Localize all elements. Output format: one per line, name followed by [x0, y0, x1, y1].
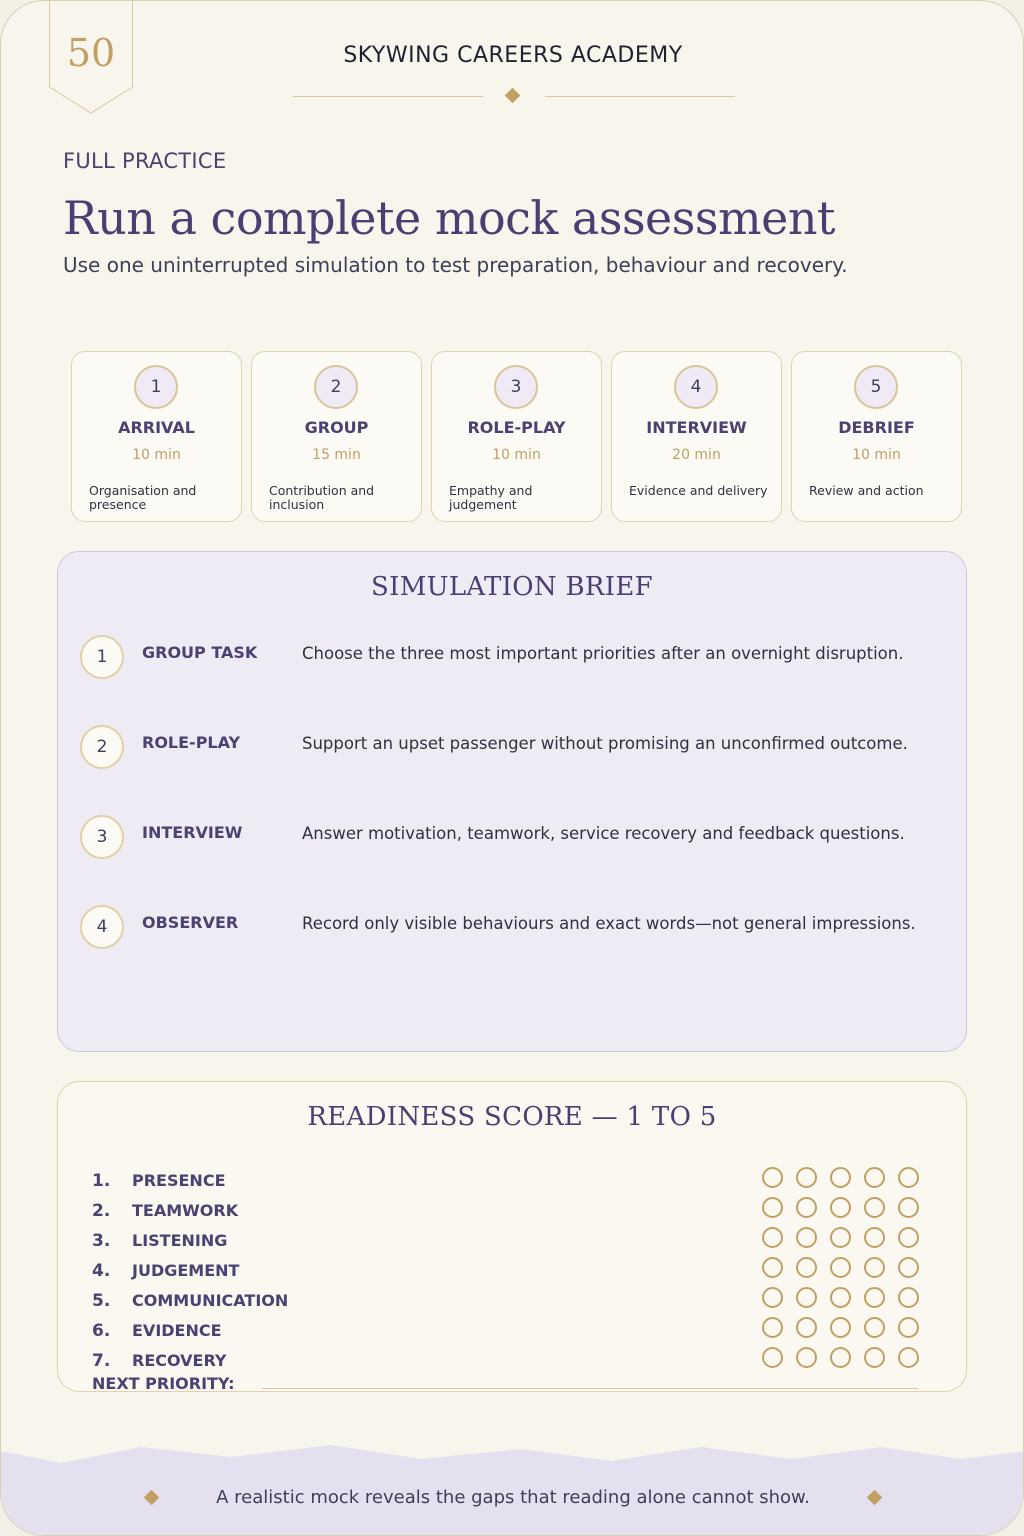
- page-number: 50: [66, 31, 116, 75]
- brief-item: [58, 725, 966, 771]
- score-bubble-1[interactable]: [762, 1197, 783, 1218]
- stage-name: ROLE-PLAY: [467, 418, 566, 437]
- score-label: PRESENCE: [132, 1171, 226, 1190]
- stage-description: Contribution and inclusion: [269, 483, 375, 512]
- page-subtitle: Use one uninterrupted simulation to test preparation, behaviour and recovery.: [63, 253, 848, 277]
- score-bubble-2[interactable]: [796, 1317, 817, 1338]
- brief-item: [58, 635, 966, 681]
- stage-duration: 20 min: [672, 447, 721, 463]
- brief-item-label: ROLE-PLAY: [142, 733, 241, 752]
- readiness-score-title: READINESS SCORE — 1 TO 5: [307, 1102, 717, 1132]
- brief-item: [58, 815, 966, 861]
- brief-item-number: 1: [80, 635, 124, 679]
- simulation-brief-panel: [57, 551, 967, 1052]
- simulation-brief-title: SIMULATION BRIEF: [371, 572, 653, 602]
- header-rule-right: [545, 96, 735, 97]
- section-eyebrow: FULL PRACTICE: [63, 149, 227, 173]
- stage-timeline: [71, 351, 963, 522]
- brief-item-text: Choose the three most important priorities after an overnight disruption.: [302, 644, 904, 663]
- score-bubble-3[interactable]: [830, 1167, 851, 1188]
- header-rule-left: [293, 96, 483, 97]
- stage-description: Evidence and delivery: [629, 483, 768, 498]
- score-bubble-4[interactable]: [864, 1287, 885, 1308]
- brief-item-text: Support an upset passenger without promising an unconfirmed outcome.: [302, 734, 908, 753]
- brief-item-text: Answer motivation, teamwork, service recovery and feedback questions.: [302, 824, 905, 843]
- brief-item: [58, 905, 966, 951]
- footer-tagline: A realistic mock reveals the gaps that reading alone cannot show.: [216, 1487, 810, 1508]
- stage-card-interview: [611, 351, 782, 522]
- stage-duration: 10 min: [852, 447, 901, 463]
- stage-number: 3: [494, 365, 538, 409]
- next-priority-label: NEXT PRIORITY:: [92, 1374, 235, 1393]
- score-row-recovery: [58, 1345, 966, 1375]
- score-index: 6.: [92, 1321, 111, 1341]
- score-bubble-5[interactable]: [898, 1287, 919, 1308]
- score-bubble-3[interactable]: [830, 1287, 851, 1308]
- score-label: LISTENING: [132, 1231, 228, 1250]
- stage-duration: 10 min: [132, 447, 181, 463]
- academy-name: SKYWING CAREERS ACADEMY: [343, 43, 683, 68]
- readiness-score-panel: [57, 1081, 967, 1392]
- score-bubble-2[interactable]: [796, 1347, 817, 1368]
- stage-card-debrief: [791, 351, 962, 522]
- score-row-communication: [58, 1285, 966, 1315]
- score-bubble-3[interactable]: [830, 1317, 851, 1338]
- score-bubble-4[interactable]: [864, 1167, 885, 1188]
- brief-item-number: 2: [80, 725, 124, 769]
- score-bubble-1[interactable]: [762, 1227, 783, 1248]
- stage-description: Empathy and judgement: [449, 483, 533, 512]
- brief-item-number: 3: [80, 815, 124, 859]
- score-label: EVIDENCE: [132, 1321, 222, 1340]
- score-bubble-3[interactable]: [830, 1227, 851, 1248]
- brief-item-text: Record only visible behaviours and exact words—not general impressions.: [302, 914, 916, 933]
- score-bubble-3[interactable]: [830, 1197, 851, 1218]
- stage-card-group: [251, 351, 422, 522]
- score-bubble-2[interactable]: [796, 1287, 817, 1308]
- score-row-presence: [58, 1165, 966, 1195]
- score-index: 7.: [92, 1351, 111, 1371]
- score-bubble-2[interactable]: [796, 1197, 817, 1218]
- score-label: TEAMWORK: [132, 1201, 239, 1220]
- stage-number: 1: [134, 365, 178, 409]
- score-row-teamwork: [58, 1195, 966, 1225]
- stage-card-role-play: [431, 351, 602, 522]
- score-bubble-4[interactable]: [864, 1317, 885, 1338]
- score-row-judgement: [58, 1255, 966, 1285]
- stage-name: ARRIVAL: [118, 418, 195, 437]
- score-row-listening: [58, 1225, 966, 1255]
- score-bubble-2[interactable]: [796, 1257, 817, 1278]
- score-bubble-1[interactable]: [762, 1167, 783, 1188]
- stage-name: DEBRIEF: [838, 418, 915, 437]
- brief-item-number: 4: [80, 905, 124, 949]
- score-index: 3.: [92, 1231, 111, 1251]
- score-bubble-5[interactable]: [898, 1197, 919, 1218]
- brief-item-label: GROUP TASK: [142, 643, 258, 662]
- score-label: RECOVERY: [132, 1351, 227, 1370]
- stage-duration: 15 min: [312, 447, 361, 463]
- score-bubble-5[interactable]: [898, 1167, 919, 1188]
- stage-description: Review and action: [809, 483, 924, 498]
- score-bubble-5[interactable]: [898, 1227, 919, 1248]
- stage-duration: 10 min: [492, 447, 541, 463]
- brief-item-label: OBSERVER: [142, 913, 239, 932]
- diamond-icon: [505, 88, 521, 104]
- brief-item-label: INTERVIEW: [142, 823, 243, 842]
- next-priority-write-line[interactable]: [262, 1388, 918, 1389]
- score-label: JUDGEMENT: [132, 1261, 240, 1280]
- score-index: 4.: [92, 1261, 111, 1281]
- stage-name: INTERVIEW: [646, 418, 747, 437]
- score-bubble-5[interactable]: [898, 1257, 919, 1278]
- score-bubble-4[interactable]: [864, 1197, 885, 1218]
- score-bubble-1[interactable]: [762, 1317, 783, 1338]
- score-bubble-4[interactable]: [864, 1257, 885, 1278]
- stage-number: 4: [674, 365, 718, 409]
- score-index: 1.: [92, 1171, 111, 1191]
- score-bubble-3[interactable]: [830, 1257, 851, 1278]
- score-bubble-4[interactable]: [864, 1347, 885, 1368]
- score-index: 5.: [92, 1291, 111, 1311]
- score-bubble-2[interactable]: [796, 1227, 817, 1248]
- score-bubble-1[interactable]: [762, 1347, 783, 1368]
- score-bubble-2[interactable]: [796, 1167, 817, 1188]
- score-bubble-1[interactable]: [762, 1287, 783, 1308]
- stage-number: 5: [854, 365, 898, 409]
- page-title: Run a complete mock assessment: [63, 191, 835, 245]
- score-bubble-5[interactable]: [898, 1317, 919, 1338]
- score-bubble-4[interactable]: [864, 1227, 885, 1248]
- stage-card-arrival: [71, 351, 242, 522]
- stage-description: Organisation and presence: [89, 483, 197, 512]
- score-bubble-5[interactable]: [898, 1347, 919, 1368]
- score-bubble-1[interactable]: [762, 1257, 783, 1278]
- stage-number: 2: [314, 365, 358, 409]
- score-index: 2.: [92, 1201, 111, 1221]
- score-bubble-3[interactable]: [830, 1347, 851, 1368]
- stage-name: GROUP: [304, 418, 369, 437]
- score-label: COMMUNICATION: [132, 1291, 289, 1310]
- score-row-evidence: [58, 1315, 966, 1345]
